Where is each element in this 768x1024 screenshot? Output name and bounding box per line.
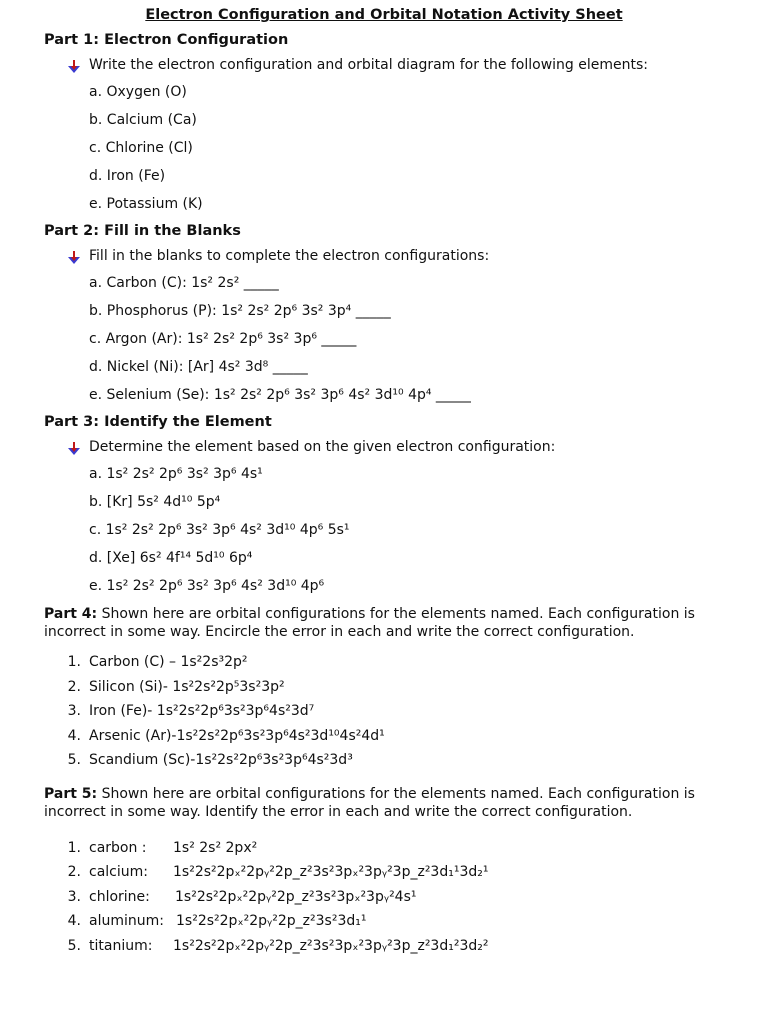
list-item (44, 885, 724, 910)
list-item: c. Chlorine (Cl) (89, 140, 193, 156)
part4-intro (44, 605, 724, 641)
item-text: Scandium (Sc)-1s²2s²2p⁶3s²3p⁶4s²3d³ (89, 752, 353, 768)
item-number: 5. (67, 752, 81, 768)
page-title: Electron Configuration and Orbital Notation Activity Sheet (145, 7, 623, 23)
instruction-text: Write the electron configuration and orbital diagram for the following elements: (89, 57, 649, 73)
part3-heading: Part 3: Identify the Element (44, 414, 272, 430)
element-name: carbon : (89, 839, 147, 856)
list-item (44, 748, 724, 773)
list-item: d. Iron (Fe) (89, 168, 166, 184)
list-item (44, 836, 724, 861)
part4-label: Part 4: (44, 606, 98, 622)
item-number: 4. (67, 727, 81, 744)
list-item: d. Nickel (Ni): [Ar] 4s² 3d⁸ _____ (89, 359, 308, 375)
part2-heading: Part 2: Fill in the Blanks (44, 223, 241, 239)
list-item: e. 1s² 2s² 2p⁶ 3s² 3p⁶ 4s² 3d¹⁰ 4p⁶ (89, 578, 325, 594)
item-number: 3. (67, 888, 81, 905)
list-item: c. 1s² 2s² 2p⁶ 3s² 3p⁶ 4s² 3d¹⁰ 4p⁶ 5s¹ (89, 522, 350, 538)
part2-instruction (68, 248, 724, 265)
element-config: 1s²2s²2pₓ²2pᵧ²2p_z²3s²3pₓ²3pᵧ²4s¹ (175, 888, 417, 905)
list-item (44, 860, 724, 885)
item-number: 1. (67, 839, 81, 856)
list-item (44, 934, 724, 959)
part1-heading: Part 1: Electron Configuration (44, 32, 289, 48)
part5-list (44, 836, 724, 959)
list-item (44, 675, 724, 700)
part5-intro (44, 785, 724, 821)
item-text: Carbon (C) – 1s²2s³2p² (89, 654, 248, 670)
element-name: calcium: (89, 864, 148, 880)
element-config: 1s²2s²2pₓ²2pᵧ²2p_z²3s²3d₁¹ (176, 913, 367, 929)
part5-text: Shown here are orbital configurations for the elements named. Each configuration is incorrect in some way. Identify the error in each and write the correct configuration. (44, 785, 695, 820)
list-item: b. [Kr] 5s² 4d¹⁰ 5p⁴ (89, 494, 221, 510)
part1-instruction (68, 57, 724, 74)
item-number: 2. (67, 678, 81, 695)
item-text: Arsenic (Ar)-1s²2s²2p⁶3s²3p⁶4s²3d¹⁰4s²4d¹ (89, 727, 385, 744)
list-item: b. Phosphorus (P): 1s² 2s² 2p⁶ 3s² 3p⁴ _____ (89, 303, 391, 319)
element-name: aluminum: (89, 913, 164, 929)
list-item: c. Argon (Ar): 1s² 2s² 2p⁶ 3s² 3p⁶ _____ (89, 331, 357, 347)
item-number: 1. (67, 654, 81, 670)
list-item: e. Selenium (Se): 1s² 2s² 2p⁶ 3s² 3p⁶ 4s² 3d¹⁰ 4p⁴ _____ (89, 387, 471, 403)
list-item: e. Potassium (K) (89, 196, 203, 212)
item-number: 5. (67, 937, 81, 954)
list-item (44, 650, 724, 675)
part3-instruction (68, 439, 724, 456)
list-item: d. [Xe] 6s² 4f¹⁴ 5d¹⁰ 6p⁴ (89, 550, 253, 566)
item-number: 3. (67, 703, 81, 719)
arrow-down-icon (68, 251, 80, 265)
list-item (44, 699, 724, 724)
arrow-down-icon (68, 442, 80, 456)
list-item (44, 724, 724, 749)
part5-label: Part 5: (44, 785, 98, 802)
element-config: 1s² 2s² 2px² (173, 839, 258, 856)
list-item: a. Oxygen (O) (89, 84, 187, 100)
item-text: Iron (Fe)- 1s²2s²2p⁶3s²3p⁶4s²3d⁷ (89, 703, 315, 719)
item-number: 2. (67, 864, 81, 880)
part4-text: Shown here are orbital configurations for the elements named. Each configuration is incorrect in some way. Encircle the error in each and write the correct configuration. (44, 606, 695, 640)
part4-list (44, 650, 724, 773)
arrow-down-icon (68, 60, 80, 74)
element-name: chlorine: (89, 888, 150, 905)
element-config: 1s²2s²2pₓ²2pᵧ²2p_z²3s²3pₓ²3pᵧ²3p_z²3d₁²3d₂² (173, 937, 489, 954)
instruction-text: Fill in the blanks to complete the electron configurations: (89, 248, 490, 264)
item-text: Silicon (Si)- 1s²2s²2p⁵3s²3p² (89, 678, 285, 695)
list-item: a. 1s² 2s² 2p⁶ 3s² 3p⁶ 4s¹ (89, 466, 263, 482)
list-item: b. Calcium (Ca) (89, 112, 197, 128)
list-item: a. Carbon (C): 1s² 2s² _____ (89, 275, 279, 291)
element-config: 1s²2s²2pₓ²2pᵧ²2p_z²3s²3pₓ²3pᵧ²3p_z²3d₁¹3d₂¹ (173, 864, 489, 880)
list-item (44, 909, 724, 934)
item-number: 4. (67, 913, 81, 929)
instruction-text: Determine the element based on the given electron configuration: (89, 439, 556, 455)
element-name: titanium: (89, 937, 153, 954)
